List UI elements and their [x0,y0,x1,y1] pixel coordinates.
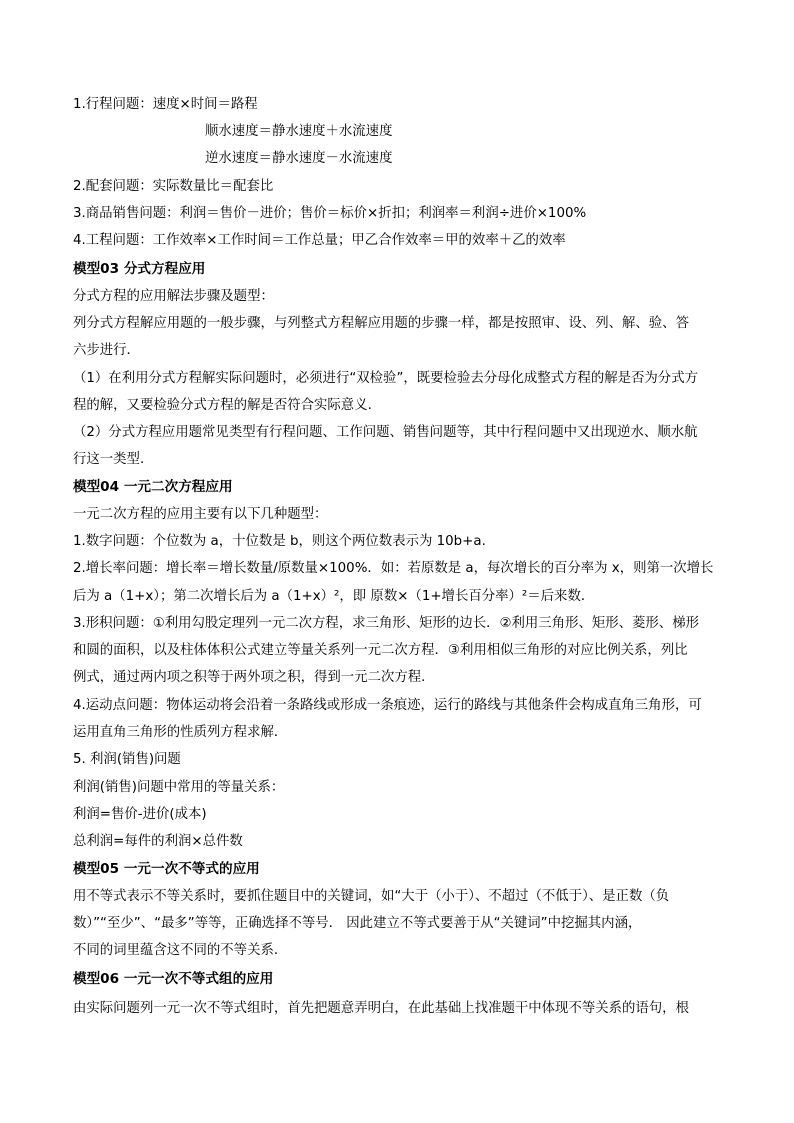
paragraph-line: 例式，通过两内项之积等于两外项之积，得到一元二次方程． [73,670,435,685]
heading-model-05: 模型05 一元一次不等式的应用 [73,861,260,877]
paragraph-line: 利润(销售)问题中常用的等量关系： [73,780,285,795]
paragraph-line: 后为 a（1+x）；第二次增长后为 a（1+x）²，即 原数×（1+增长百分率）²＝后来数． [73,589,595,604]
matching-problem-line: 2.配套问题：实际数量比＝配套比 [73,179,274,194]
paragraph-line: 列分式方程解应用题的一般步骤，与列整式方程解应用题的步骤一样，都是按照审、设、列、解、验、答 [73,316,689,331]
paragraph-line: 和圆的面积，以及柱体体积公式建立等量关系列一元二次方程．③利用相似三角形的对应比例关系，列比 [73,643,688,658]
paragraph-line: 3.形积问题：①利用勾股定理列一元二次方程，求三角形、矩形的边长．②利用三角形、矩形、菱形、梯形 [73,616,699,631]
paragraph-line: 4.运动点问题：物体运动将会沿着一条路线或形成一条痕迹，运行的路线与其他条件会构成直角三角形，可 [73,698,702,713]
heading-model-03: 模型03 分式方程应用 [73,261,206,277]
paragraph-line: 利润=售价-进价(成本) [73,807,207,822]
paragraph-line: （1）在利用分式方程解实际问题时，必须进行“双检验”，既要检验去分母化成整式方程的解是否为分式方 [73,371,698,386]
paragraph-line: 一元二次方程的应用主要有以下几种题型： [73,507,328,522]
paragraph-line: 分式方程的应用解法步骤及题型： [73,289,274,304]
paragraph-line: 用不等式表示不等关系时，要抓住题目中的关键词，如“大于（小于）、不超过（不低于）、是正数（负 [73,889,670,904]
travel-problem-line: 1.行程问题：速度×时间＝路程 [73,97,258,112]
heading-model-04: 模型04 一元二次方程应用 [73,479,233,495]
heading-model-06: 模型06 一元一次不等式组的应用 [73,971,274,987]
sales-problem-line: 3.商品销售问题：利润＝售价－进价；售价＝标价×折扣；利润率＝利润÷进价×100% [73,206,587,221]
downstream-speed-line: 顺水速度＝静水速度＋水流速度 [205,124,393,139]
paragraph-line: 六步进行． [73,343,140,358]
upstream-speed-line: 逆水速度＝静水速度－水流速度 [205,151,393,166]
paragraph-line: 数）”“至少”、“最多”等等，正确选择不等号． 因此建立不等式要善于从“关键词”中挖掘其内涵， [73,916,642,931]
paragraph-line: 由实际问题列一元一次不等式组时，首先把题意弄明白，在此基础上找准题干中体现不等关系的语句，根 [73,1001,689,1016]
paragraph-line: 行这一类型. [73,452,145,467]
paragraph-line: 程的解，又要检验分式方程的解是否符合实际意义. [73,398,372,413]
paragraph-line: 1.数字问题：个位数为 a，十位数是 b，则这个两位数表示为 10b+a. [73,534,486,549]
paragraph-line: 5. 利润(销售)问题 [73,752,181,767]
paragraph-line: 2.增长率问题：增长率＝增长数量/原数量×100%．如：若原数是 a，每次增长的百分率为 x，则第一次增长 [73,561,714,576]
paragraph-line: 运用直角三角形的性质列方程求解． [73,725,288,740]
paragraph-line: （2）分式方程应用题常见类型有行程问题、工作问题、销售问题等，其中行程问题中又出现逆水、顺水航 [73,425,698,440]
work-problem-line: 4.工程问题：工作效率×工作时间＝工作总量；甲乙合作效率＝甲的效率＋乙的效率 [73,233,566,248]
paragraph-line: 不同的词里蕴含这不同的不等关系． [73,943,288,958]
paragraph-line: 总利润=每件的利润×总件数 [73,834,243,849]
